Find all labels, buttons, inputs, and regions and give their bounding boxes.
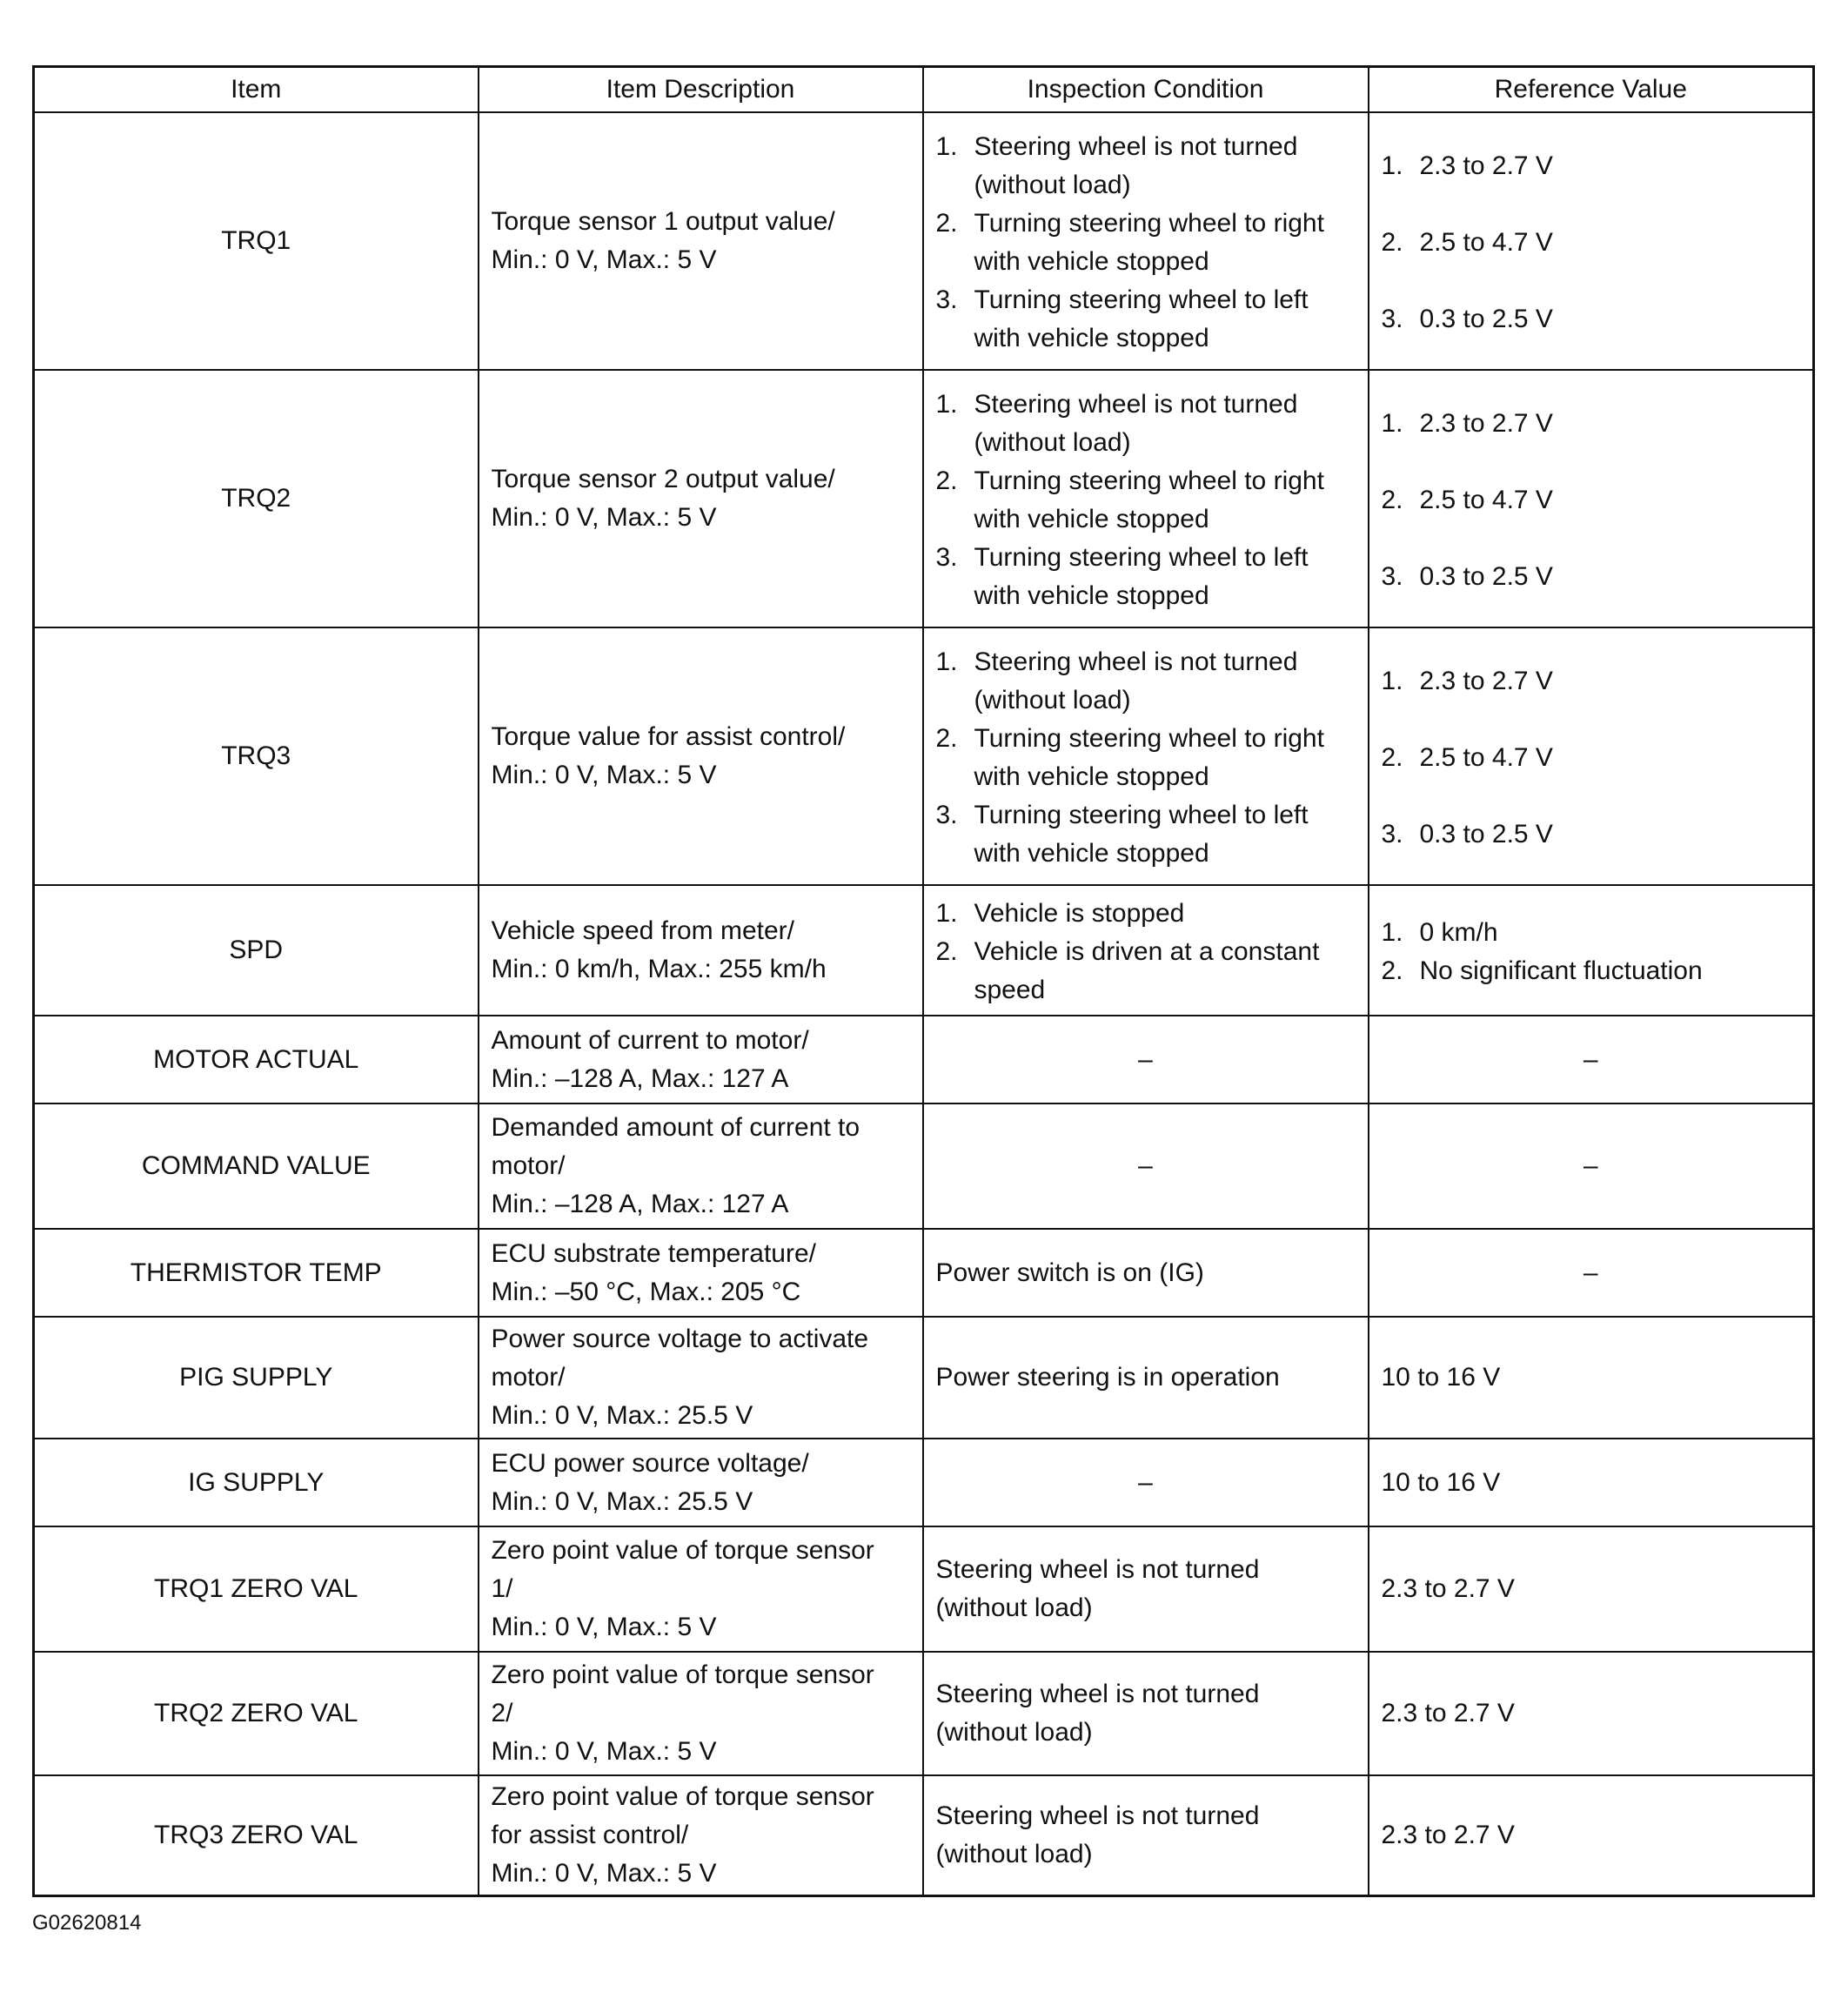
description-line: Torque sensor 2 output value/ <box>491 465 835 493</box>
reference-cell <box>1369 112 1814 370</box>
description-line: Min.: 0 V, Max.: 5 V <box>491 761 717 789</box>
reference-item <box>1382 815 1803 854</box>
description-line: Demanded amount of current to <box>491 1113 860 1142</box>
reference-cell: 2.3 to 2.7 V <box>1369 1652 1814 1775</box>
item-cell: TRQ2 ZERO VAL <box>34 1652 479 1775</box>
item-cell: TRQ1 ZERO VAL <box>34 1526 479 1652</box>
table-row <box>34 627 1814 885</box>
description-line: ECU substrate temperature/ <box>491 1238 816 1268</box>
description-line: Min.: –128 A, Max.: 127 A <box>491 1190 789 1218</box>
reference-number: 2. <box>1381 486 1403 514</box>
reference-cell <box>1369 370 1814 627</box>
reference-text: No significant fluctuation <box>1419 956 1703 985</box>
condition-line: Turning steering wheel to left <box>974 285 1309 314</box>
condition-line: Steering wheel is not turned <box>935 1680 1260 1708</box>
condition-line: Turning steering wheel to right <box>974 466 1324 495</box>
description-line: Min.: 0 V, Max.: 5 V <box>491 1613 717 1641</box>
condition-line: with vehicle stopped <box>974 324 1209 352</box>
item-cell: COMMAND VALUE <box>34 1103 479 1229</box>
condition-line: Steering wheel is not turned <box>935 1555 1260 1584</box>
reference-cell: 2.3 to 2.7 V <box>1369 1775 1814 1895</box>
description-line: Min.: 0 V, Max.: 5 V <box>491 245 717 274</box>
reference-cell <box>1369 885 1814 1016</box>
description-line: Torque value for assist control/ <box>491 722 846 751</box>
reference-number: 1. <box>1381 151 1403 180</box>
condition-item <box>936 796 1357 873</box>
table-row <box>34 370 1814 627</box>
description-line: 1/ <box>491 1574 513 1603</box>
description-line: for assist control/ <box>491 1820 689 1849</box>
condition-cell: – <box>923 1016 1369 1103</box>
reference-text: 2.3 to 2.7 V <box>1419 409 1553 438</box>
description-line: Amount of current to motor/ <box>491 1025 809 1055</box>
condition-number: 3. <box>935 285 958 314</box>
table-row <box>34 112 1814 370</box>
condition-cell <box>923 1652 1369 1775</box>
description-cell <box>479 1317 923 1439</box>
description-line: Power source voltage to activate <box>491 1325 869 1353</box>
condition-line: (without load) <box>974 171 1131 199</box>
reference-text: 2.5 to 4.7 V <box>1419 743 1553 772</box>
reference-cell <box>1369 627 1814 885</box>
reference-number: 3. <box>1381 562 1403 591</box>
reference-item <box>1382 481 1803 558</box>
description-line: Zero point value of torque sensor <box>491 1781 874 1811</box>
item-cell: IG SUPPLY <box>34 1439 479 1526</box>
condition-number: 3. <box>935 543 958 572</box>
condition-cell <box>923 627 1369 885</box>
reference-number: 2. <box>1381 743 1403 772</box>
description-line: Min.: 0 V, Max.: 25.5 V <box>491 1401 753 1430</box>
reference-number: 1. <box>1381 409 1403 438</box>
table-row <box>34 1439 1814 1526</box>
condition-line: Steering wheel is not turned <box>935 1801 1260 1830</box>
reference-text: 2.3 to 2.7 V <box>1419 151 1553 180</box>
condition-line: (without load) <box>935 1593 1093 1622</box>
table-row <box>34 1652 1814 1775</box>
description-cell <box>479 112 923 370</box>
header-item: Item <box>34 67 479 113</box>
condition-cell <box>923 370 1369 627</box>
description-cell <box>479 1526 923 1652</box>
reference-item <box>1382 405 1803 481</box>
reference-item <box>1382 300 1803 339</box>
item-cell: THERMISTOR TEMP <box>34 1229 479 1317</box>
condition-line: speed <box>974 976 1046 1004</box>
table-row <box>34 1016 1814 1103</box>
condition-line: (without load) <box>935 1839 1093 1868</box>
condition-number: 2. <box>935 466 958 495</box>
condition-number: 2. <box>935 937 958 966</box>
description-line: Min.: 0 V, Max.: 25.5 V <box>491 1486 753 1516</box>
condition-cell: – <box>923 1439 1369 1526</box>
reference-text: 2.3 to 2.7 V <box>1419 667 1553 695</box>
reference-text: 2.5 to 4.7 V <box>1419 486 1553 514</box>
condition-line: Vehicle is driven at a constant <box>974 937 1320 966</box>
description-line: Min.: 0 km/h, Max.: 255 km/h <box>491 955 827 983</box>
condition-line: with vehicle stopped <box>974 505 1209 533</box>
reference-text: 0.3 to 2.5 V <box>1419 562 1553 591</box>
description-line: 2/ <box>491 1699 513 1727</box>
condition-number: 1. <box>935 899 958 928</box>
condition-item <box>936 281 1357 358</box>
table-header-row <box>34 67 1814 113</box>
description-line: Vehicle speed from meter/ <box>491 916 795 945</box>
condition-line: Steering wheel is not turned <box>974 132 1298 161</box>
description-line: Min.: 0 V, Max.: 5 V <box>491 1858 717 1888</box>
condition-item <box>936 128 1357 205</box>
condition-item <box>936 895 1357 933</box>
header-inspection-condition: Inspection Condition <box>923 67 1369 113</box>
reference-number: 2. <box>1381 956 1403 985</box>
reference-item <box>1382 224 1803 300</box>
condition-line: Turning steering wheel to left <box>974 543 1309 572</box>
condition-item <box>936 386 1357 462</box>
condition-line: with vehicle stopped <box>974 581 1209 610</box>
condition-line: with vehicle stopped <box>974 762 1209 791</box>
reference-text: 0 km/h <box>1419 918 1498 947</box>
condition-cell <box>923 885 1369 1016</box>
condition-number: 2. <box>935 724 958 753</box>
reference-item <box>1382 662 1803 739</box>
condition-line: Turning steering wheel to right <box>974 724 1324 753</box>
condition-number: 2. <box>935 209 958 238</box>
reference-text: 2.5 to 4.7 V <box>1419 228 1553 257</box>
description-line: motor/ <box>491 1363 566 1392</box>
description-cell <box>479 370 923 627</box>
condition-line: (without load) <box>974 686 1131 714</box>
table-row <box>34 1526 1814 1652</box>
item-cell: SPD <box>34 885 479 1016</box>
item-cell: TRQ3 <box>34 627 479 885</box>
condition-number: 1. <box>935 132 958 161</box>
reference-number: 1. <box>1381 918 1403 947</box>
condition-cell: – <box>923 1103 1369 1229</box>
description-line: Min.: 0 V, Max.: 5 V <box>491 1737 717 1766</box>
description-cell <box>479 627 923 885</box>
description-cell <box>479 1439 923 1526</box>
description-cell <box>479 1016 923 1103</box>
description-line: Zero point value of torque sensor <box>491 1660 874 1689</box>
condition-line: (without load) <box>974 428 1131 457</box>
reference-item <box>1382 147 1803 224</box>
condition-item <box>936 205 1357 281</box>
description-cell <box>479 1775 923 1895</box>
condition-line: Turning steering wheel to left <box>974 801 1309 829</box>
condition-line: Vehicle is stopped <box>974 899 1185 928</box>
description-line: ECU power source voltage/ <box>491 1448 809 1478</box>
reference-text: 0.3 to 2.5 V <box>1419 820 1553 849</box>
condition-item <box>936 539 1357 615</box>
reference-cell: – <box>1369 1016 1814 1103</box>
reference-cell: 2.3 to 2.7 V <box>1369 1526 1814 1652</box>
description-line: motor/ <box>491 1151 566 1180</box>
description-line: Min.: –50 °C, Max.: 205 °C <box>491 1277 801 1306</box>
item-cell: TRQ1 <box>34 112 479 370</box>
condition-cell: Power steering is in operation <box>923 1317 1369 1439</box>
condition-line: (without load) <box>935 1718 1093 1747</box>
condition-line: Steering wheel is not turned <box>974 647 1298 676</box>
reference-item <box>1382 739 1803 815</box>
reference-cell: 10 to 16 V <box>1369 1439 1814 1526</box>
reference-value-table <box>32 65 1815 1897</box>
table-row <box>34 1103 1814 1229</box>
reference-item <box>1382 952 1803 990</box>
condition-item <box>936 933 1357 1010</box>
table-row <box>34 1775 1814 1895</box>
reference-item <box>1382 558 1803 596</box>
reference-cell: 10 to 16 V <box>1369 1317 1814 1439</box>
description-line: Min.: –128 A, Max.: 127 A <box>491 1063 789 1093</box>
description-line: Zero point value of torque sensor <box>491 1536 874 1565</box>
description-cell <box>479 1229 923 1317</box>
condition-item <box>936 462 1357 539</box>
reference-cell: – <box>1369 1103 1814 1229</box>
description-cell <box>479 1103 923 1229</box>
condition-number: 1. <box>935 647 958 676</box>
reference-text: 0.3 to 2.5 V <box>1419 305 1553 333</box>
table-row <box>34 1317 1814 1439</box>
table-row <box>34 885 1814 1016</box>
header-reference-value: Reference Value <box>1369 67 1814 113</box>
reference-cell: – <box>1369 1229 1814 1317</box>
condition-line: with vehicle stopped <box>974 247 1209 276</box>
condition-line: Steering wheel is not turned <box>974 390 1298 419</box>
condition-number: 1. <box>935 390 958 419</box>
item-cell: PIG SUPPLY <box>34 1317 479 1439</box>
condition-cell <box>923 112 1369 370</box>
condition-item <box>936 643 1357 720</box>
condition-line: with vehicle stopped <box>974 839 1209 868</box>
reference-item <box>1382 914 1803 952</box>
description-cell <box>479 885 923 1016</box>
condition-number: 3. <box>935 801 958 829</box>
reference-number: 3. <box>1381 305 1403 333</box>
description-line: Torque sensor 1 output value/ <box>491 207 835 236</box>
condition-cell <box>923 1526 1369 1652</box>
table-row <box>34 1229 1814 1317</box>
description-cell <box>479 1652 923 1775</box>
figure-id: G02620814 <box>32 1911 142 1935</box>
reference-number: 3. <box>1381 820 1403 849</box>
item-cell: TRQ3 ZERO VAL <box>34 1775 479 1895</box>
reference-number: 1. <box>1381 667 1403 695</box>
item-cell: TRQ2 <box>34 370 479 627</box>
condition-cell <box>923 1775 1369 1895</box>
reference-number: 2. <box>1381 228 1403 257</box>
condition-item <box>936 720 1357 796</box>
condition-cell: Power switch is on (IG) <box>923 1229 1369 1317</box>
condition-line: Turning steering wheel to right <box>974 209 1324 238</box>
item-cell: MOTOR ACTUAL <box>34 1016 479 1103</box>
description-line: Min.: 0 V, Max.: 5 V <box>491 503 717 532</box>
header-item-description: Item Description <box>479 67 923 113</box>
